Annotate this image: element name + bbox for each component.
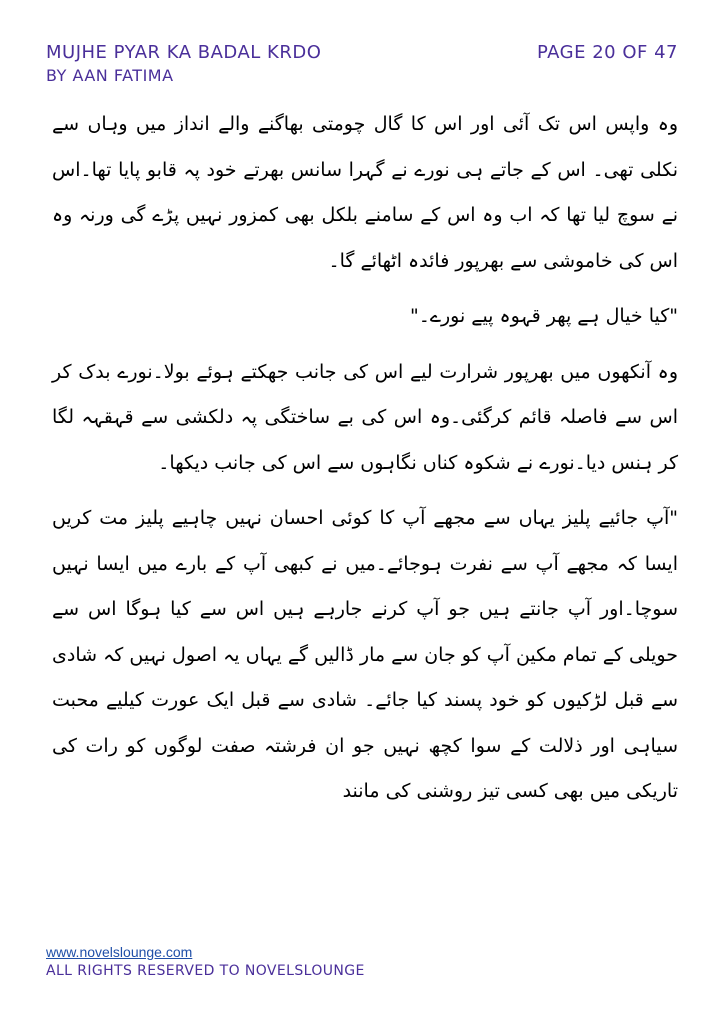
story-paragraph: "کیا خیال ہے پھر قہوہ پیے نورے۔" <box>409 305 678 327</box>
copyright-notice: ALL RIGHTS RESERVED TO NOVELSLOUNGE <box>46 963 365 979</box>
story-paragraph: "آپ جائیے پلیز یہاں سے مجھے آپ کا کوئی احسان نہیں چاہیے پلیز مت کریں ایسا کہ مجھے آپ سے نفرت ہوجائے۔میں نے کبھی آپ کے بارے میں ایسا نہیں سوچا۔اور آپ جانتے ہیں جو آپ کرنے جارہے ہیں اس سے کیا ہوگا اس سے حویلی کے تمام مکین آپ کو جان سے مار ڈالیں گے یہاں یہ اصول نہیں کہ شادی سے قبل لڑکیوں کو خود پسند کیا جائے۔ شادی سے قبل ایک عورت کیلیے محبت سیاہی اور ذلالت کے سوا کچھ نہیں جو ان فرشتہ صفت لوگوں کو رات کی تاریکی میں بھی کسی تیز روشنی کی مانند <box>52 507 678 802</box>
novel-title: MUJHE PYAR KA BADAL KRDO <box>46 42 322 63</box>
page-indicator: PAGE 20 OF 47 <box>536 42 678 63</box>
story-body <box>52 102 678 825</box>
story-paragraph: وہ آنکھوں میں بھرپور شرارت لیے اس کی جانب جھکتے ہوئے بولا۔نورے بدک کر اس سے فاصلہ قائم کرگئی۔وہ اس کی بے ساختگی پہ دلکشی سے قہقہہ لگا کر ہنس دیا۔نورے نے شکوہ کناں نگاہوں سے اس کی جانب دیکھا۔ <box>52 360 678 474</box>
story-paragraph: وہ واپس اس تک آئی اور اس کا گال چومتی بھاگنے والے انداز میں وہاں سے نکلی تھی۔ اس کے جاتے ہی نورے نے گہرا سانس بھرتے خود پہ قابو پایا تھا۔اس نے سوچ لیا تھا کہ اب وہ اس کے سامنے بلکل بھی کمزور نہیں پڑے گی ورنہ وہ اس کی خاموشی سے بھرپور فائدہ اٹھائے گا۔ <box>52 113 678 272</box>
website-link[interactable]: www.novelslounge.com <box>46 944 193 960</box>
author-line: BY AAN FATIMA <box>46 66 174 85</box>
